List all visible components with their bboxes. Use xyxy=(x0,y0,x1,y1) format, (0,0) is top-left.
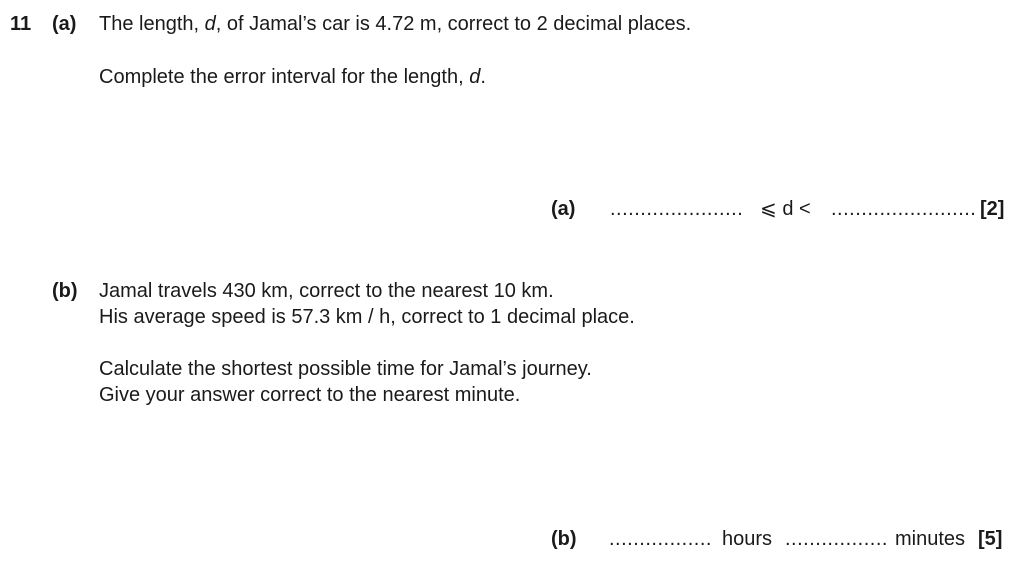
part-a-instruction-pre: Complete the error interval for the length, xyxy=(99,66,470,88)
answer-a-marks: [2] xyxy=(980,198,1005,220)
part-a-statement xyxy=(99,14,691,34)
part-a-label: (a) xyxy=(52,13,77,35)
part-b-line4: Give your answer correct to the nearest minute. xyxy=(99,384,521,406)
part-b-line2: His average speed is 57.3 km / h, correct to 1 decimal place. xyxy=(99,306,635,328)
answer-a-upper-bound-blank[interactable]: ........................ xyxy=(831,198,977,220)
answer-a-relation-text: ⩽ d < xyxy=(760,198,811,220)
answer-b-minutes-blank[interactable]: ................. xyxy=(785,528,888,550)
part-b-line1: Jamal travels 430 km, correct to the nearest 10 km. xyxy=(99,280,554,302)
answer-b-hours-unit: hours xyxy=(722,528,773,550)
part-a-instruction-post: . xyxy=(480,66,486,88)
part-b-label: (b) xyxy=(52,280,78,302)
question-number: 11 xyxy=(10,13,32,35)
answer-b-label: (b) xyxy=(551,528,577,550)
part-a-statement-pre: The length, xyxy=(99,13,205,35)
answer-b-marks: [5] xyxy=(978,528,1003,550)
answer-a-lower-bound-blank[interactable]: ...................... xyxy=(610,198,744,220)
answer-a-label: (a) xyxy=(551,198,576,220)
variable-d: d xyxy=(204,13,216,35)
part-a-instruction xyxy=(99,67,486,87)
variable-d-instruction: d xyxy=(469,66,481,88)
answer-b-minutes-unit: minutes xyxy=(895,528,966,550)
answer-a-relation xyxy=(760,199,811,219)
answer-b-hours-blank[interactable]: ................. xyxy=(609,528,712,550)
part-a-statement-post: , of Jamal’s car is 4.72 m, correct to 2 decimal places. xyxy=(215,13,692,35)
part-b-line3: Calculate the shortest possible time for Jamal’s journey. xyxy=(99,358,592,380)
